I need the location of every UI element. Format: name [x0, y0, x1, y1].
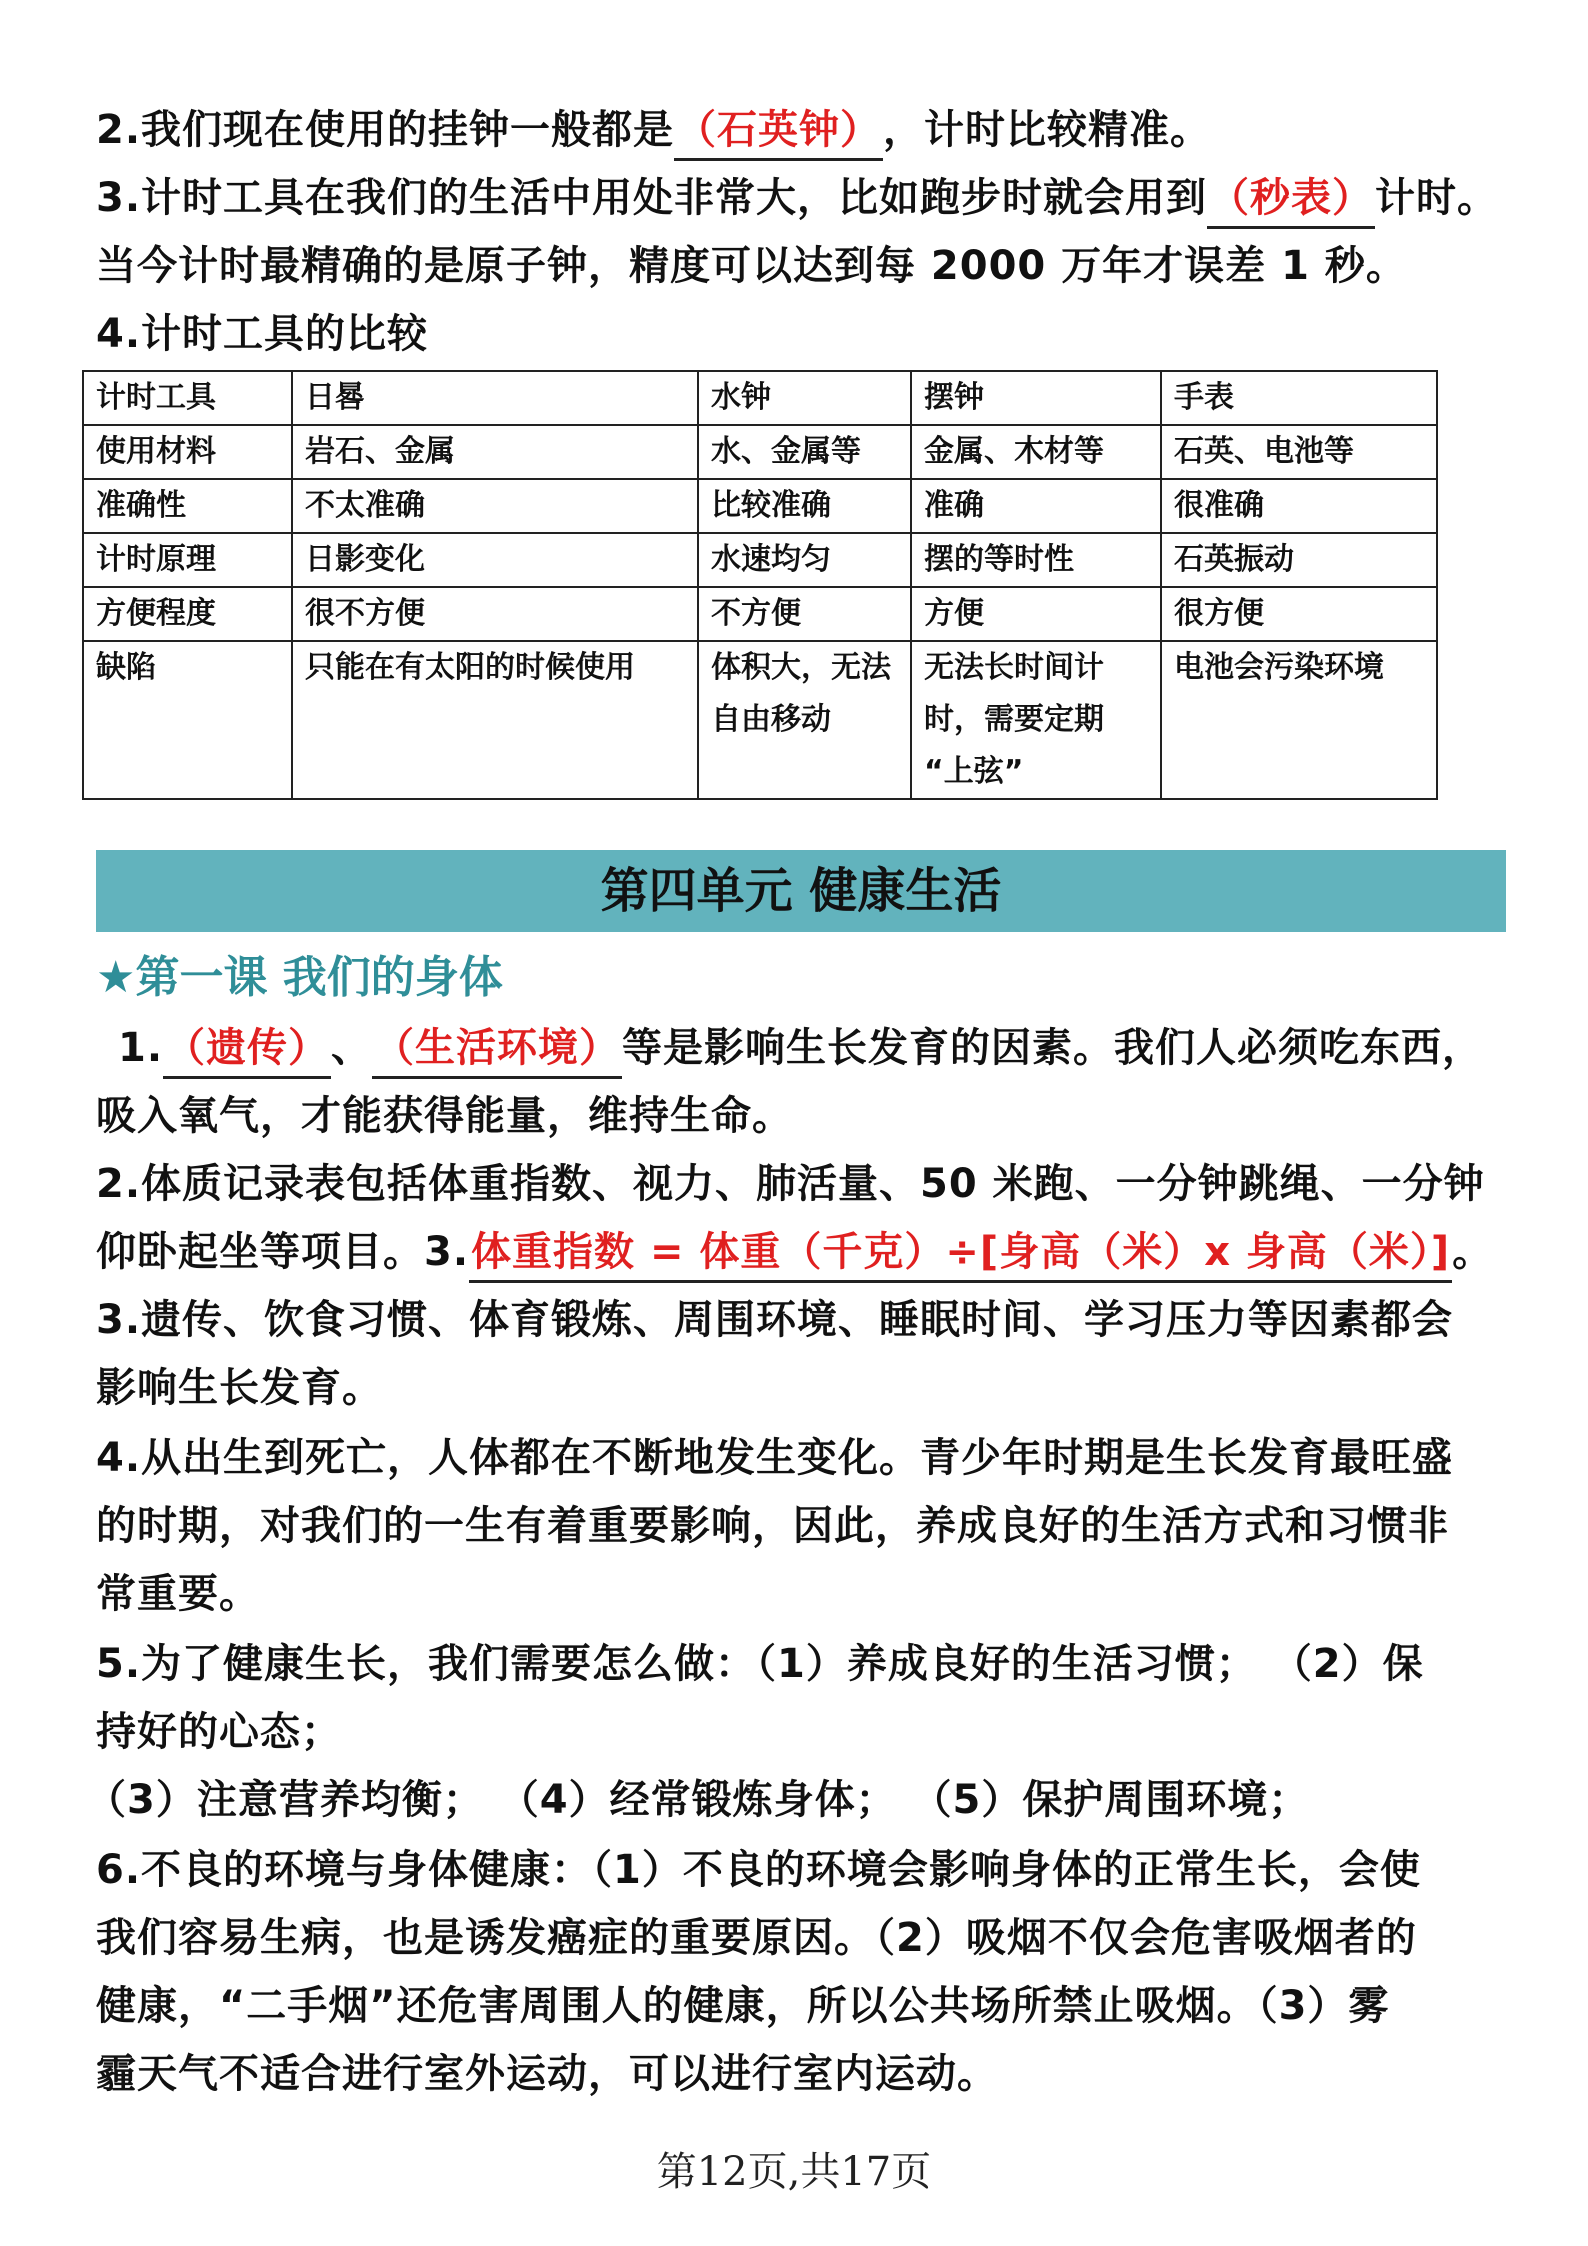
line-text: 仰卧起坐等项目。3. [96, 1229, 470, 1275]
table-cell: 日晷 [292, 371, 698, 425]
text-line: 霾天气不适合进行室外运动，可以进行室内运动。 [96, 2051, 998, 2097]
cell-line: 时，需要定期 [924, 702, 1104, 737]
text-line: 常重要。 [96, 1571, 260, 1617]
text-line: 4.从出生到死亡，人体都在不断地发生变化。青少年时期是生长发育最旺盛 [96, 1435, 1454, 1481]
table-cell: 很方便 [1161, 587, 1437, 641]
table-cell: 水速均匀 [698, 533, 911, 587]
text-line: 5.为了健康生长，我们需要怎么做：（1）养成良好的生活习惯； （2）保 [96, 1641, 1424, 1687]
table-cell: 电池会污染环境 [1161, 641, 1437, 799]
table-cell: 日影变化 [292, 533, 698, 587]
line-text: 计时工具在我们的生活中用处非常大，比如跑步时就会用到 [141, 175, 1208, 221]
table-cell: 比较准确 [698, 479, 911, 533]
answer-blank: （遗传） [163, 1020, 331, 1079]
timing-tools-table [82, 370, 1438, 800]
table-cell: 摆钟 [911, 371, 1161, 425]
text-line: 吸入氧气，才能获得能量，维持生命。 [96, 1093, 793, 1139]
cell-line: “上弦” [924, 754, 1024, 789]
table-cell: 很不方便 [292, 587, 698, 641]
text-line: 影响生长发育。 [96, 1365, 383, 1411]
table-header-row [83, 371, 1437, 425]
table-row [83, 587, 1437, 641]
table-cell: 计时原理 [83, 533, 292, 587]
table-cell: 石英、电池等 [1161, 425, 1437, 479]
item-number: 1. [118, 1025, 164, 1071]
table-cell: 只能在有太阳的时候使用 [292, 641, 698, 799]
table-cell: 水、金属等 [698, 425, 911, 479]
text-line-bmi [96, 1218, 1516, 1286]
text-line: 健康，“二手烟”还危害周围人的健康，所以公共场所禁止吸烟。（3）雾 [96, 1983, 1390, 2029]
cell-line: 自由移动 [711, 702, 831, 737]
text-line-stopwatch [96, 164, 1516, 232]
table-cell: 不太准确 [292, 479, 698, 533]
table-cell: 方便 [911, 587, 1161, 641]
table-cell: 缺陷 [83, 641, 292, 799]
line-text: 等是影响生长发育的因素。我们人必须吃东西， [622, 1025, 1484, 1071]
lesson-title: ★第一课 我们的身体 [96, 952, 503, 1003]
page-number: 第12页,共17页 [656, 2149, 932, 2195]
table-cell: 准确性 [83, 479, 292, 533]
answer-blank: 体重指数 = 体重（千克）÷[身高（米）x 身高（米）] [469, 1224, 1452, 1283]
table-cell: 使用材料 [83, 425, 292, 479]
text-line: 3.遗传、饮食习惯、体育锻炼、周围环境、睡眠时间、学习压力等因素都会 [96, 1297, 1454, 1343]
table-row [83, 533, 1437, 587]
line-text: 我们现在使用的挂钟一般都是 [141, 107, 675, 153]
cell-line: 体积大，无法 [711, 650, 891, 685]
table-cell: 手表 [1161, 371, 1437, 425]
table-cell [911, 641, 1161, 799]
line-text: 计时。 [1375, 175, 1499, 221]
table-row [83, 425, 1437, 479]
text-line: 2.体质记录表包括体重指数、视力、肺活量、50 米跑、一分钟跳绳、一分钟 [96, 1161, 1485, 1207]
text-line: 持好的心态； [96, 1709, 342, 1755]
cell-line: 无法长时间计 [924, 650, 1104, 685]
item-number: 2. [96, 107, 142, 153]
separator: 、 [331, 1025, 373, 1071]
text-line: （3）注意营养均衡； （4）经常锻炼身体； （5）保护周围环境； [86, 1777, 1310, 1823]
text-line-atomic-clock: 当今计时最精确的是原子钟，精度可以达到每 2000 万年才误差 1 秒。 [96, 243, 1407, 289]
item-number: 3. [96, 175, 142, 221]
table-row [83, 479, 1437, 533]
text-line-clock [96, 96, 1516, 164]
table-cell: 方便程度 [83, 587, 292, 641]
answer-blank: （生活环境） [372, 1020, 622, 1079]
table-cell: 准确 [911, 479, 1161, 533]
table-cell: 水钟 [698, 371, 911, 425]
table-cell: 岩石、金属 [292, 425, 698, 479]
text-line: 我们容易生病，也是诱发癌症的重要原因。（2）吸烟不仅会危害吸烟者的 [96, 1915, 1417, 1961]
line-text: ，计时比较精准。 [883, 107, 1212, 153]
text-line: 的时期，对我们的一生有着重要影响，因此，养成良好的生活方式和习惯非 [96, 1503, 1449, 1549]
table-cell: 计时工具 [83, 371, 292, 425]
unit-title-banner: 第四单元 健康生活 [96, 850, 1506, 932]
answer-blank: （秒表） [1207, 170, 1375, 229]
text-line-factors [118, 1014, 1538, 1082]
table-cell: 不方便 [698, 587, 911, 641]
line-text: 。 [1452, 1229, 1494, 1275]
text-line: 6.不良的环境与身体健康：（1）不良的环境会影响身体的正常生长，会使 [96, 1847, 1421, 1893]
table-cell [698, 641, 911, 799]
table-row-defects [83, 641, 1437, 799]
table-cell: 石英振动 [1161, 533, 1437, 587]
section-heading-comparison: 4.计时工具的比较 [96, 311, 429, 357]
table-cell: 金属、木材等 [911, 425, 1161, 479]
table-cell: 很准确 [1161, 479, 1437, 533]
table-cell: 摆的等时性 [911, 533, 1161, 587]
answer-blank: （石英钟） [674, 102, 883, 161]
